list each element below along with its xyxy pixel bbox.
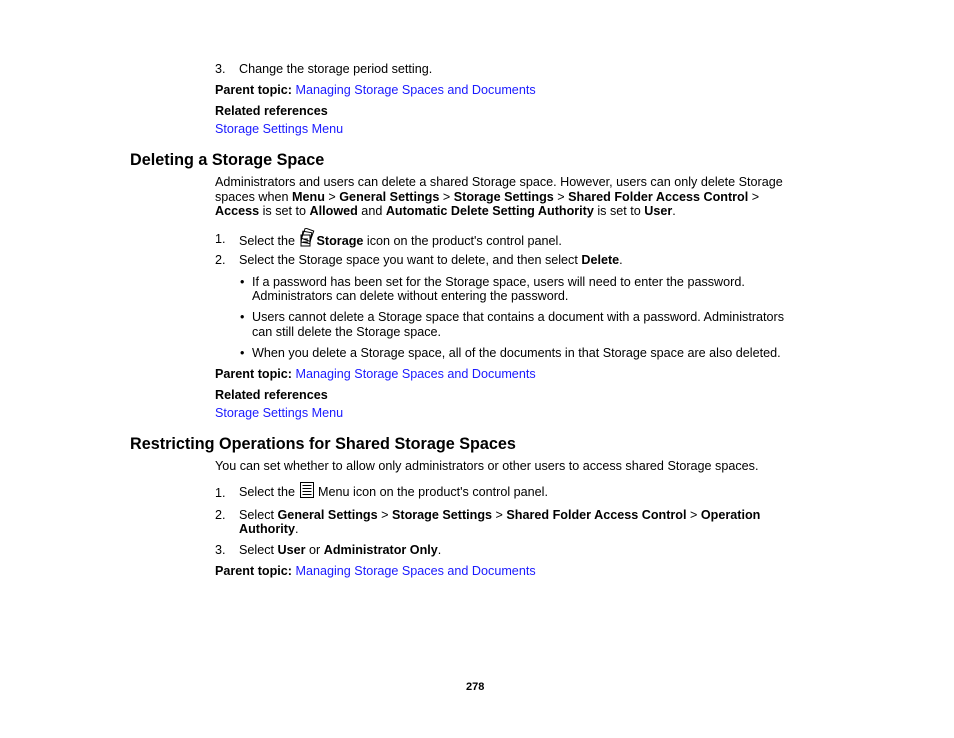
- separator: >: [439, 190, 454, 204]
- general-settings-term: General Settings: [339, 190, 440, 204]
- step-text: [239, 253, 623, 268]
- step-number: 3.: [215, 62, 226, 76]
- storage-term: Storage: [316, 234, 364, 248]
- delete-term: Delete: [581, 253, 620, 267]
- step-text: [239, 543, 441, 558]
- step-number: 2.: [215, 253, 226, 267]
- related-reference: [215, 406, 343, 421]
- bullet-text: Users cannot delete a Storage space that contains a document with a password. Administrators: [252, 310, 785, 324]
- bullet-marker: •: [240, 346, 245, 360]
- step-text: [239, 481, 548, 507]
- bullet-text: Administrators can delete without entering the password.: [252, 289, 569, 303]
- storage-settings-term: Storage Settings: [391, 508, 493, 522]
- intro-line-3: [215, 204, 676, 219]
- step-number: 3.: [215, 543, 226, 557]
- shared-folder-access-control-term: Shared Folder Access Control: [506, 508, 687, 522]
- intro-line: You can set whether to allow only administrators or other users to access shared Storage spaces.: [215, 459, 759, 473]
- section-heading-deleting: Deleting a Storage Space: [130, 151, 325, 169]
- storage-settings-menu-link[interactable]: Storage Settings Menu: [215, 406, 344, 420]
- automatic-delete-term: Automatic Delete Setting Authority: [385, 204, 594, 218]
- user-term: User: [277, 543, 306, 557]
- separator: >: [377, 508, 392, 522]
- parent-topic-link[interactable]: Managing Storage Spaces and Documents: [295, 83, 536, 97]
- section-heading-restricting: Restricting Operations for Shared Storage Spaces: [130, 435, 516, 453]
- text: Menu icon on the product's control panel.: [314, 485, 548, 499]
- step-text: [239, 522, 298, 537]
- bullet-text: can still delete the Storage space.: [252, 325, 442, 339]
- parent-topic-label: Parent topic:: [215, 367, 292, 381]
- separator: >: [686, 508, 701, 522]
- step-number: 1.: [215, 486, 226, 500]
- related-references-label: Related references: [215, 104, 328, 118]
- administrator-only-term: Administrator Only: [323, 543, 438, 557]
- text: .: [619, 253, 623, 267]
- menu-icon: [299, 481, 315, 507]
- user-term: User: [644, 204, 673, 218]
- bullet-marker: •: [240, 275, 245, 289]
- text: or: [305, 543, 324, 557]
- text: Select: [239, 508, 278, 522]
- bullet-text: If a password has been set for the Storage space, users will need to enter the password.: [252, 275, 745, 289]
- text: and: [357, 204, 386, 218]
- parent-topic: [215, 83, 536, 98]
- text: .: [294, 522, 299, 536]
- text: Select the: [239, 234, 299, 248]
- access-term: Access: [215, 204, 260, 218]
- text: is set to: [593, 204, 645, 218]
- text: Select the Storage space you want to delete, and then select: [239, 253, 582, 267]
- storage-settings-term: Storage Settings: [453, 190, 554, 204]
- text: .: [437, 543, 442, 557]
- intro-line-1: Administrators and users can delete a shared Storage space. However, users can only delete Storage: [215, 175, 783, 189]
- parent-topic: [215, 367, 536, 382]
- step-text: [239, 508, 760, 523]
- related-references-label: Related references: [215, 388, 328, 402]
- parent-topic-label: Parent topic:: [215, 564, 292, 578]
- bullet-text: When you delete a Storage space, all of the documents in that Storage space are also deleted.: [252, 346, 781, 360]
- text: icon on the product's control panel.: [363, 234, 562, 248]
- intro-line-2: [215, 190, 759, 205]
- text: Select the: [239, 485, 299, 499]
- step-number: 1.: [215, 232, 226, 246]
- text: is set to: [259, 204, 310, 218]
- text: Select: [239, 543, 278, 557]
- allowed-term: Allowed: [309, 204, 358, 218]
- parent-topic-link[interactable]: Managing Storage Spaces and Documents: [295, 564, 536, 578]
- separator: >: [324, 190, 340, 204]
- storage-icon: [299, 228, 317, 256]
- separator: >: [492, 508, 507, 522]
- text: spaces when: [215, 190, 293, 204]
- bullet-marker: •: [240, 310, 245, 324]
- text: .: [672, 204, 676, 218]
- authority-term: Authority: [239, 522, 295, 536]
- parent-topic: [215, 564, 536, 579]
- operation-term: Operation: [700, 508, 761, 522]
- step-text: [239, 228, 562, 256]
- step-number: 2.: [215, 508, 226, 522]
- parent-topic-link[interactable]: Managing Storage Spaces and Documents: [295, 367, 536, 381]
- shared-folder-access-control-term: Shared Folder Access Control: [568, 190, 749, 204]
- step-text: Change the storage period setting.: [239, 62, 433, 76]
- page-number: 278: [466, 681, 485, 693]
- parent-topic-label: Parent topic:: [215, 83, 292, 97]
- separator: >: [748, 190, 760, 204]
- menu-term: Menu: [292, 190, 325, 204]
- separator: >: [553, 190, 569, 204]
- storage-settings-menu-link[interactable]: Storage Settings Menu: [215, 122, 344, 136]
- related-reference: [215, 122, 343, 137]
- general-settings-term: General Settings: [277, 508, 378, 522]
